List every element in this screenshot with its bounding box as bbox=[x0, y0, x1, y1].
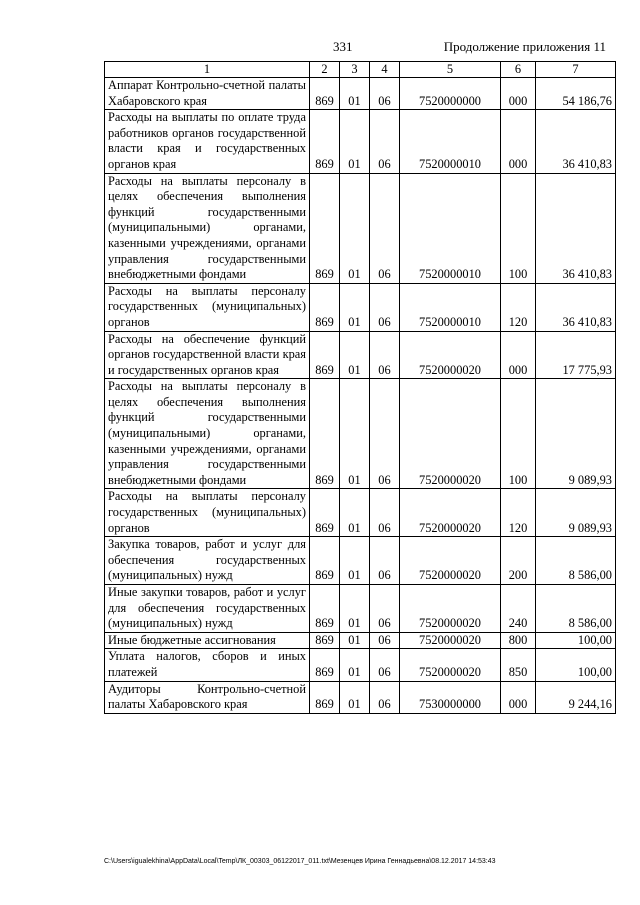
ministry-code: 869 bbox=[310, 283, 340, 331]
target-article-code: 7520000000 bbox=[400, 78, 501, 110]
section-code: 01 bbox=[340, 78, 370, 110]
section-code: 01 bbox=[340, 537, 370, 585]
subsection-code: 06 bbox=[370, 331, 400, 379]
section-code: 01 bbox=[340, 681, 370, 713]
ministry-code: 869 bbox=[310, 489, 340, 537]
expense-type-code: 100 bbox=[501, 379, 536, 489]
ministry-code: 869 bbox=[310, 537, 340, 585]
amount: 8 586,00 bbox=[536, 585, 616, 633]
expense-name: Закупка товаров, работ и услуг для обеспечения государственных (муниципальных) нужд bbox=[105, 537, 310, 585]
ministry-code: 869 bbox=[310, 649, 340, 681]
table-row bbox=[105, 110, 616, 173]
ministry-code: 869 bbox=[310, 331, 340, 379]
column-number: 3 bbox=[340, 62, 370, 78]
amount: 54 186,76 bbox=[536, 78, 616, 110]
footer-file-path: C:\Users\igualekhina\AppData\Local\Temp\ЛК_00303_06122017_011.txt\Мезенцев Ирина Геннадьевна\08.12.2017 14:53:43 bbox=[104, 858, 496, 865]
expense-name: Иные закупки товаров, работ и услуг для обеспечения государственных (муниципальных) нужд bbox=[105, 585, 310, 633]
expense-name: Расходы на выплаты персоналу в целях обеспечения выполнения функций государственными (муниципальными) органами, казенными учреждениями, органами управления государственными внебюджетными фондами bbox=[105, 379, 310, 489]
expense-type-code: 000 bbox=[501, 331, 536, 379]
table-body bbox=[105, 78, 616, 714]
expense-name: Расходы на выплаты персоналу государственных (муниципальных) органов bbox=[105, 489, 310, 537]
table-row bbox=[105, 585, 616, 633]
subsection-code: 06 bbox=[370, 537, 400, 585]
target-article-code: 7520000020 bbox=[400, 649, 501, 681]
table-row bbox=[105, 283, 616, 331]
subsection-code: 06 bbox=[370, 649, 400, 681]
expense-type-code: 000 bbox=[501, 110, 536, 173]
expense-type-code: 200 bbox=[501, 537, 536, 585]
subsection-code: 06 bbox=[370, 681, 400, 713]
section-code: 01 bbox=[340, 585, 370, 633]
expense-name: Расходы на выплаты по оплате труда работников органов государственной власти края и государственных органов края bbox=[105, 110, 310, 173]
ministry-code: 869 bbox=[310, 78, 340, 110]
amount: 9 089,93 bbox=[536, 379, 616, 489]
target-article-code: 7520000020 bbox=[400, 489, 501, 537]
target-article-code: 7520000020 bbox=[400, 379, 501, 489]
expense-name: Уплата налогов, сборов и иных платежей bbox=[105, 649, 310, 681]
section-code: 01 bbox=[340, 632, 370, 649]
section-code: 01 bbox=[340, 173, 370, 283]
table-row bbox=[105, 78, 616, 110]
amount: 9 089,93 bbox=[536, 489, 616, 537]
section-code: 01 bbox=[340, 649, 370, 681]
column-number: 1 bbox=[105, 62, 310, 78]
ministry-code: 869 bbox=[310, 173, 340, 283]
expense-name: Расходы на выплаты персоналу государственных (муниципальных) органов bbox=[105, 283, 310, 331]
expense-name: Расходы на обеспечение функций органов государственной власти края и государственных органов края bbox=[105, 331, 310, 379]
subsection-code: 06 bbox=[370, 489, 400, 537]
ministry-code: 869 bbox=[310, 681, 340, 713]
amount: 36 410,83 bbox=[536, 283, 616, 331]
expense-type-code: 800 bbox=[501, 632, 536, 649]
table-row bbox=[105, 489, 616, 537]
expense-type-code: 100 bbox=[501, 173, 536, 283]
ministry-code: 869 bbox=[310, 585, 340, 633]
subsection-code: 06 bbox=[370, 379, 400, 489]
amount: 17 775,93 bbox=[536, 331, 616, 379]
section-code: 01 bbox=[340, 489, 370, 537]
amount: 36 410,83 bbox=[536, 110, 616, 173]
expense-type-code: 850 bbox=[501, 649, 536, 681]
expense-name: Иные бюджетные ассигнования bbox=[105, 632, 310, 649]
table-row bbox=[105, 649, 616, 681]
budget-table bbox=[104, 61, 616, 714]
section-code: 01 bbox=[340, 283, 370, 331]
target-article-code: 7520000010 bbox=[400, 173, 501, 283]
expense-name: Расходы на выплаты персоналу в целях обеспечения выполнения функций государственными (муниципальными) органами, казенными учреждениями, органами управления государственными внебюджетными фондами bbox=[105, 173, 310, 283]
section-code: 01 bbox=[340, 110, 370, 173]
expense-type-code: 120 bbox=[501, 489, 536, 537]
amount: 100,00 bbox=[536, 649, 616, 681]
ministry-code: 869 bbox=[310, 632, 340, 649]
expense-type-code: 240 bbox=[501, 585, 536, 633]
target-article-code: 7520000020 bbox=[400, 632, 501, 649]
target-article-code: 7520000020 bbox=[400, 585, 501, 633]
subsection-code: 06 bbox=[370, 585, 400, 633]
subsection-code: 06 bbox=[370, 110, 400, 173]
amount: 9 244,16 bbox=[536, 681, 616, 713]
table-row bbox=[105, 379, 616, 489]
target-article-code: 7530000000 bbox=[400, 681, 501, 713]
amount: 100,00 bbox=[536, 632, 616, 649]
ministry-code: 869 bbox=[310, 110, 340, 173]
target-article-code: 7520000020 bbox=[400, 537, 501, 585]
column-number-row bbox=[105, 62, 616, 78]
expense-name: Аудиторы Контрольно-счетной палаты Хабаровского края bbox=[105, 681, 310, 713]
subsection-code: 06 bbox=[370, 173, 400, 283]
column-number: 5 bbox=[400, 62, 501, 78]
amount: 8 586,00 bbox=[536, 537, 616, 585]
table-row bbox=[105, 331, 616, 379]
expense-type-code: 120 bbox=[501, 283, 536, 331]
target-article-code: 7520000020 bbox=[400, 331, 501, 379]
subsection-code: 06 bbox=[370, 78, 400, 110]
target-article-code: 7520000010 bbox=[400, 283, 501, 331]
section-code: 01 bbox=[340, 379, 370, 489]
column-number: 4 bbox=[370, 62, 400, 78]
expense-type-code: 000 bbox=[501, 78, 536, 110]
subsection-code: 06 bbox=[370, 283, 400, 331]
column-number: 2 bbox=[310, 62, 340, 78]
column-number: 6 bbox=[501, 62, 536, 78]
table-row bbox=[105, 681, 616, 713]
table-row bbox=[105, 173, 616, 283]
table-row bbox=[105, 632, 616, 649]
table-row bbox=[105, 537, 616, 585]
page-number: 331 bbox=[333, 39, 353, 54]
ministry-code: 869 bbox=[310, 379, 340, 489]
target-article-code: 7520000010 bbox=[400, 110, 501, 173]
expense-name: Аппарат Контрольно-счетной палаты Хабаровского края bbox=[105, 78, 310, 110]
subsection-code: 06 bbox=[370, 632, 400, 649]
amount: 36 410,83 bbox=[536, 173, 616, 283]
column-number: 7 bbox=[536, 62, 616, 78]
section-code: 01 bbox=[340, 331, 370, 379]
expense-type-code: 000 bbox=[501, 681, 536, 713]
appendix-continuation-note: Продолжение приложения 11 bbox=[443, 39, 606, 54]
